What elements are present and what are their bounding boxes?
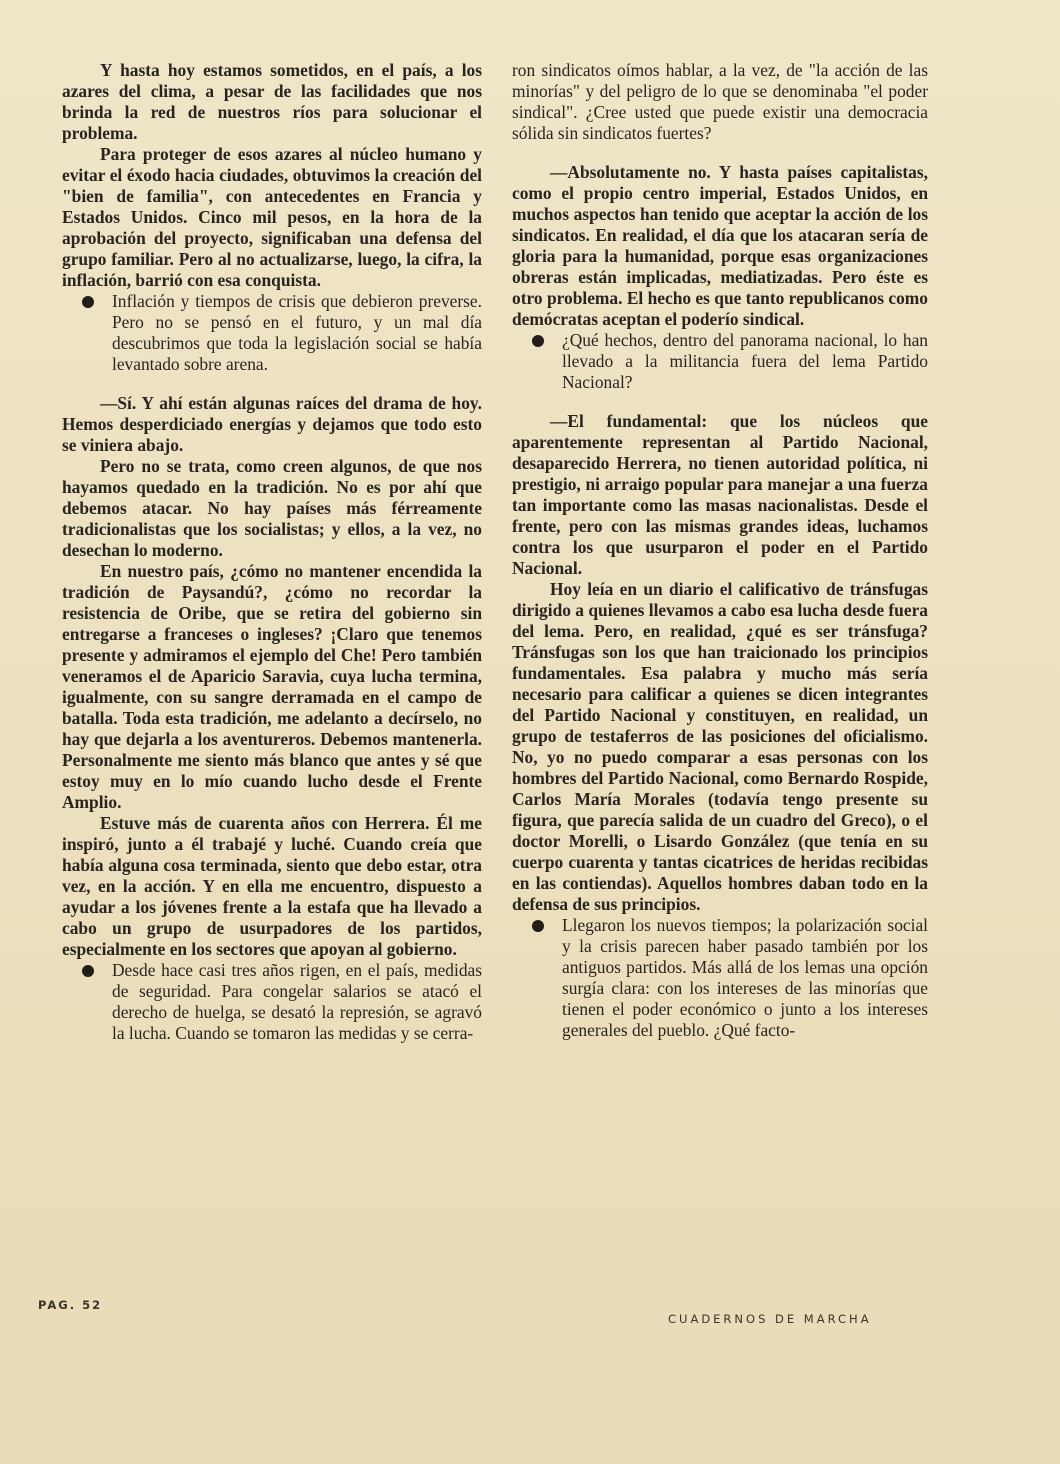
answer-paragraph: —El fundamental: que los núcleos que aparentemente representan al Partido Nacional, desaparecido Herrera, no tienen autoridad política, ni prestigio, ni arraigo popular para manejar a una fuerza tan importante como las masas nacionalistas. Desde el frente, pero con las mismas grandes ideas, luchamos contra los que usurparon el poder en el Partido Nacional. [512, 411, 928, 578]
paragraph: Estuve más de cuarenta años con Herrera. Él me inspiró, junto a él trabajé y luché. Cuando creía que había alguna cosa terminada, siento que debo estar, otra vez, en la acción. Y en ella me encuentro, dispuesto a ayudar a los jóvenes frente a la estafa que ha llevado a cabo un grupo de usurpadores de los partidos, especialmente en los sectores que apoyan al gobierno. [62, 813, 482, 959]
page-number: PAG. 52 [38, 1298, 103, 1312]
question-text: Desde hace casi tres años rigen, en el país, medidas de seguridad. Para congelar salarios se atacó el derecho de huelga, se desató la represión, se agravó la lucha. Cuando se tomaron las medidas y se cerra- [112, 960, 482, 1043]
question-text: ¿Qué hechos, dentro del panorama nacional, lo han llevado a la militancia fuera del lema Partido Nacional? [562, 330, 928, 392]
paragraph: Hoy leía en un diario el calificativo de tránsfugas dirigido a quienes llevamos a cabo esa lucha desde fuera del lema. Pero, en realidad, ¿qué es ser tránsfuga? Tránsfugas son los que han traicionado los principios fundamentales. Esa palabra y mucho más sería necesario para calificar a quienes se dicen integrantes del Partido Nacional y constituyen, en realidad, un grupo de testaferros de las posiciones del oficialismo. No, yo no puedo comparar a esas personas con los hombres del Partido Nacional, como Bernardo Rospide, Carlos María Morales (todavía tengo presente su figura, que parecía salida de un cuadro del Greco), o el doctor Morelli, o Lisardo González (que tenía en su cuerpo cuarenta y tantas cicatrices de heridas recibidas en las contiendas). Aquellos hombres daban todo en la defensa de sus principios. [512, 579, 928, 914]
paragraph: Y hasta hoy estamos sometidos, en el país, a los azares del clima, a pesar de las facilidades que nos brinda la red de nuestros ríos para solucionar el problema. [62, 60, 482, 143]
bullet-icon [532, 335, 544, 347]
interviewer-question [512, 330, 928, 393]
question-text: Inflación y tiempos de crisis que debieron preverse. Pero no se pensó en el futuro, y un mal día descubrimos que toda la legislación social se había levantado sobre arena. [112, 291, 482, 374]
paragraph: ron sindicatos oímos hablar, a la vez, de "la acción de las minorías" y del peligro de lo que se denominaba "el poder sindical". ¿Cree usted que puede existir una democracia sólida sin sindicatos fuertes? [512, 60, 928, 143]
publication-name: CUADERNOS DE MARCHA [668, 1312, 872, 1326]
bullet-icon [82, 965, 94, 977]
paragraph: Para proteger de esos azares al núcleo humano y evitar el éxodo hacia ciudades, obtuvimos la creación del "bien de familia", con antecedentes en Francia y Estados Unidos. Cinco mil pesos, en la hora de la aprobación del proyecto, significaban una defensa del grupo familiar. Pero al no actualizarse, luego, la cifra, la inflación, barrió con esa conquista. [62, 144, 482, 290]
right-column [512, 60, 928, 1041]
interviewer-question [62, 291, 482, 375]
left-column [62, 60, 482, 1044]
question-text: Llegaron los nuevos tiempos; la polarización social y la crisis parecen haber pasado también por los antiguos partidos. Más allá de los lemas una opción surgía clara: con los intereses de las minorías que tienen el poder económico o junto a los intereses generales del pueblo. ¿Qué facto- [562, 915, 928, 1040]
interviewer-question [62, 960, 482, 1044]
bullet-icon [82, 296, 94, 308]
paragraph: En nuestro país, ¿cómo no mantener encendida la tradición de Paysandú?, ¿cómo no recordar la resistencia de Oribe, que se retira del gobierno sin entregarse a franceses o ingleses? ¡Claro que tenemos presente y admiramos el ejemplo del Che! Pero también veneramos el de Aparicio Saravia, cuya lucha termina, igualmente, con su sangre derramada en el campo de batalla. Toda esta tradición, me adelanto a decírselo, no hay que dejarla a los aventureros. Debemos mantenerla. Personalmente me siento más blanco que antes y sé que estoy muy en lo mío cuando lucho desde el Frente Amplio. [62, 561, 482, 812]
answer-paragraph: —Sí. Y ahí están algunas raíces del drama de hoy. Hemos desperdiciado energías y dejamos que todo esto se viniera abajo. [62, 393, 482, 455]
bullet-icon [532, 920, 544, 932]
paragraph: Pero no se trata, como creen algunos, de que nos hayamos quedado en la tradición. No es por ahí que debemos atacar. No hay países más férreamente tradicionalistas que los socialistas; y ellos, a la vez, no desechan lo moderno. [62, 456, 482, 560]
interviewer-question [512, 915, 928, 1041]
answer-paragraph: —Absolutamente no. Y hasta países capitalistas, como el propio centro imperial, Estados Unidos, en muchos aspectos han tenido que aceptar la acción de los sindicatos. En realidad, el día que los atacaran sería de gloria para la humanidad, porque esas organizaciones obreras están implicadas, mediatizadas. Pero éste es otro problema. El hecho es que tanto republicanos como demócratas aceptan el poderío sindical. [512, 162, 928, 329]
